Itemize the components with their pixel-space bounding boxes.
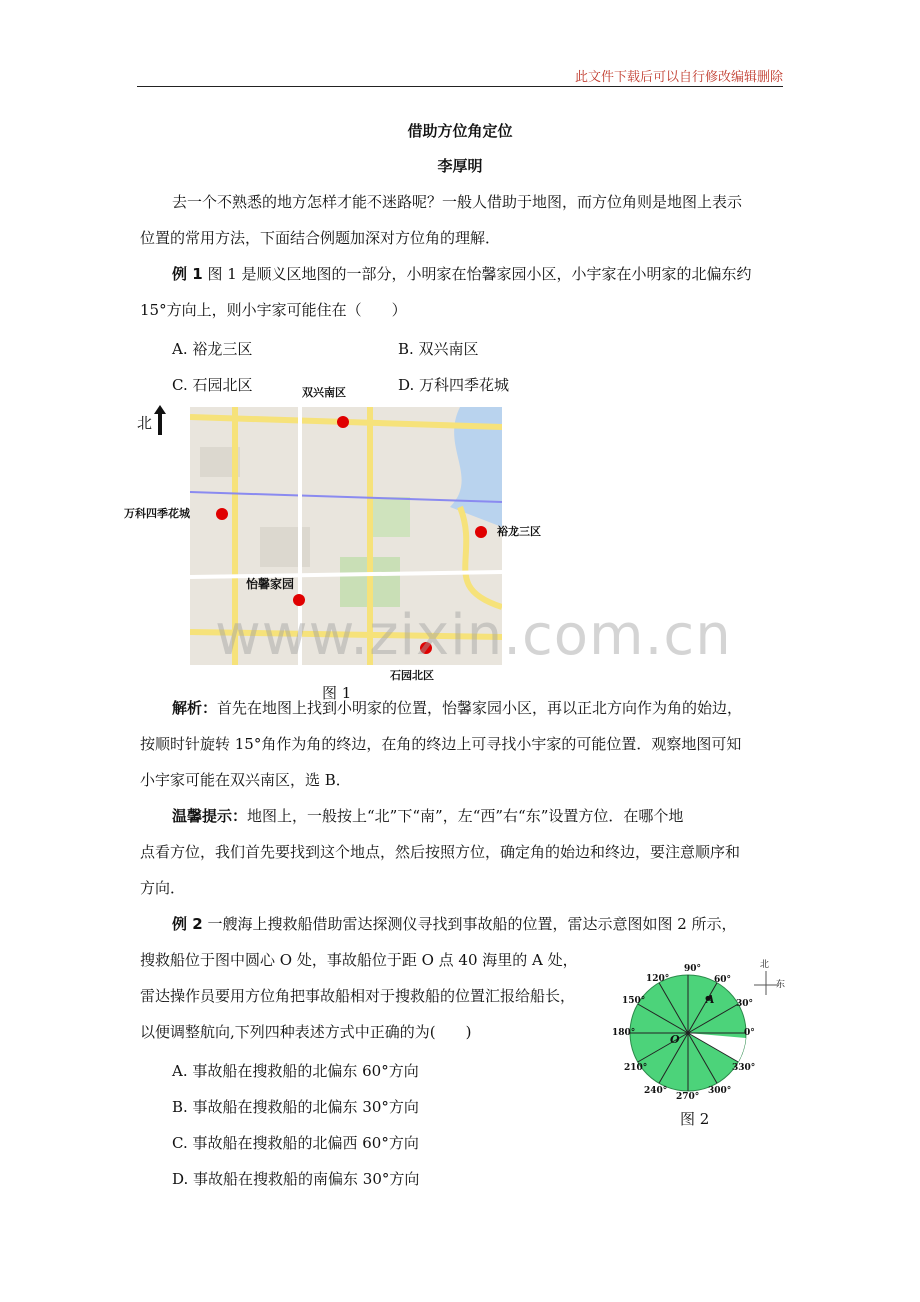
- radar-angle-210: 210°: [624, 1063, 648, 1073]
- analysis-label: 解析：: [172, 699, 218, 717]
- header-note: 此文件下载后可以自行修改编辑删除: [574, 70, 783, 85]
- tip-line-2: 点看方位，我们首先要找到这个地点，然后按照方位，确定角的始边和终边，要注意顺序和: [140, 843, 741, 861]
- radar-angle-120: 120°: [646, 974, 670, 984]
- radar-angle-330: 330°: [732, 1063, 756, 1073]
- map-dot-shuangxing: [337, 416, 349, 428]
- intro-paragraph: [140, 184, 782, 256]
- ex1-option-b: B. 双兴南区: [398, 340, 479, 358]
- ex1-option-a: A. 裕龙三区: [172, 340, 253, 358]
- map-north-label: 北: [137, 414, 153, 432]
- example-2-line-4: 以便调整航向,下列四种表述方式中正确的为( ): [140, 1023, 472, 1041]
- figure-2-caption: 图 2: [680, 1110, 710, 1128]
- figure-1-caption: 图 1: [322, 684, 352, 702]
- radar-angle-60: 60°: [714, 975, 732, 985]
- example-2-line-1: 一艘海上搜救船借助雷达探测仪寻找到事故船的位置，雷达示意图如图 2 所示，: [207, 915, 737, 933]
- analysis-line-1: 首先在地图上找到小明家的位置，怡馨家园小区，再以正北方向作为角的始边，: [217, 699, 743, 717]
- example-2-cont: [140, 942, 610, 1050]
- radar-diagram: [606, 955, 796, 1105]
- map-label-yulong: 裕龙三区: [497, 525, 541, 538]
- example-2-label: 例 2: [172, 915, 203, 933]
- tip-label: 温馨提示：: [172, 807, 248, 825]
- example-1-line-2: 15°方向上，则小宇家可能住在（ ）: [140, 301, 407, 319]
- header-rule: [137, 86, 783, 87]
- radar-center-label: O: [670, 1033, 680, 1046]
- intro-line-2: 位置的常用方法，下面结合例题加深对方位角的理解．: [140, 229, 501, 247]
- map-label-shuangxing: 双兴南区: [302, 386, 346, 399]
- radar-angle-150: 150°: [622, 996, 646, 1006]
- radar-angle-30: 30°: [736, 999, 754, 1009]
- example-1-label: 例 1: [172, 265, 203, 283]
- radar-angle-0: 0°: [744, 1028, 755, 1038]
- doc-author: 李厚明: [437, 157, 483, 175]
- analysis-line-2: 按顺时针旋转 15°角作为角的终边，在角的终边上可寻找小宇家的可能位置．观察地图可知: [140, 735, 742, 753]
- ex2-option-a: A. 事故船在搜救船的北偏东 60°方向: [172, 1062, 419, 1080]
- tip-line-1: 地图上，一般按上“北”下“南”，左“西”右“东”设置方位．在哪个地: [247, 807, 684, 825]
- map-label-wanke: 万科四季花城: [124, 507, 190, 520]
- map-label-yixin: 怡馨家园: [246, 577, 295, 591]
- map-dot-yulong: [475, 526, 487, 538]
- map-label-shiyuan: 石园北区: [390, 669, 434, 682]
- map-dot-wanke: [216, 508, 228, 520]
- ex2-option-c: C. 事故船在搜救船的北偏西 60°方向: [172, 1134, 419, 1152]
- example-1: [140, 256, 782, 328]
- radar-angle-180: 180°: [612, 1028, 636, 1038]
- example-2: [140, 906, 782, 942]
- intro-line-1: 去一个不熟悉的地方怎样才能不迷路呢？一般人借助于地图，而方位角则是地图上表示: [172, 193, 743, 211]
- ex1-option-d: D. 万科四季花城: [398, 376, 510, 394]
- example-2-line-2: 搜救船位于图中圆心 O 处，事故船位于距 O 点 40 海里的 A 处，: [140, 951, 578, 969]
- analysis-paragraph: [140, 690, 782, 798]
- radar-angle-90: 90°: [684, 964, 702, 974]
- radar-angle-240: 240°: [644, 1086, 668, 1096]
- example-1-line-1: 图 1 是顺义区地图的一部分，小明家在怡馨家园小区，小宇家在小明家的北偏东约: [207, 265, 752, 283]
- radar-angle-270: 270°: [676, 1092, 700, 1102]
- north-arrow-icon: [154, 405, 166, 435]
- doc-title: 借助方位角定位: [407, 122, 513, 140]
- ex2-option-b: B. 事故船在搜救船的北偏东 30°方向: [172, 1098, 419, 1116]
- compass-north-label: 北: [760, 960, 770, 970]
- radar-point-a-label: A: [706, 993, 715, 1006]
- ex1-option-c: C. 石园北区: [172, 376, 253, 394]
- tip-line-3: 方向．: [140, 879, 186, 897]
- radar-angle-300: 300°: [708, 1086, 732, 1096]
- watermark: www.zixin.com.cn: [215, 603, 732, 668]
- ex2-option-d: D. 事故船在搜救船的南偏东 30°方向: [172, 1170, 420, 1188]
- analysis-line-3: 小宇家可能在双兴南区，选 B．: [140, 771, 351, 789]
- compass-east-label: 东: [776, 980, 786, 990]
- tip-paragraph: [140, 798, 782, 906]
- example-2-line-3: 雷达操作员要用方位角把事故船相对于搜救船的位置汇报给船长，: [140, 987, 576, 1005]
